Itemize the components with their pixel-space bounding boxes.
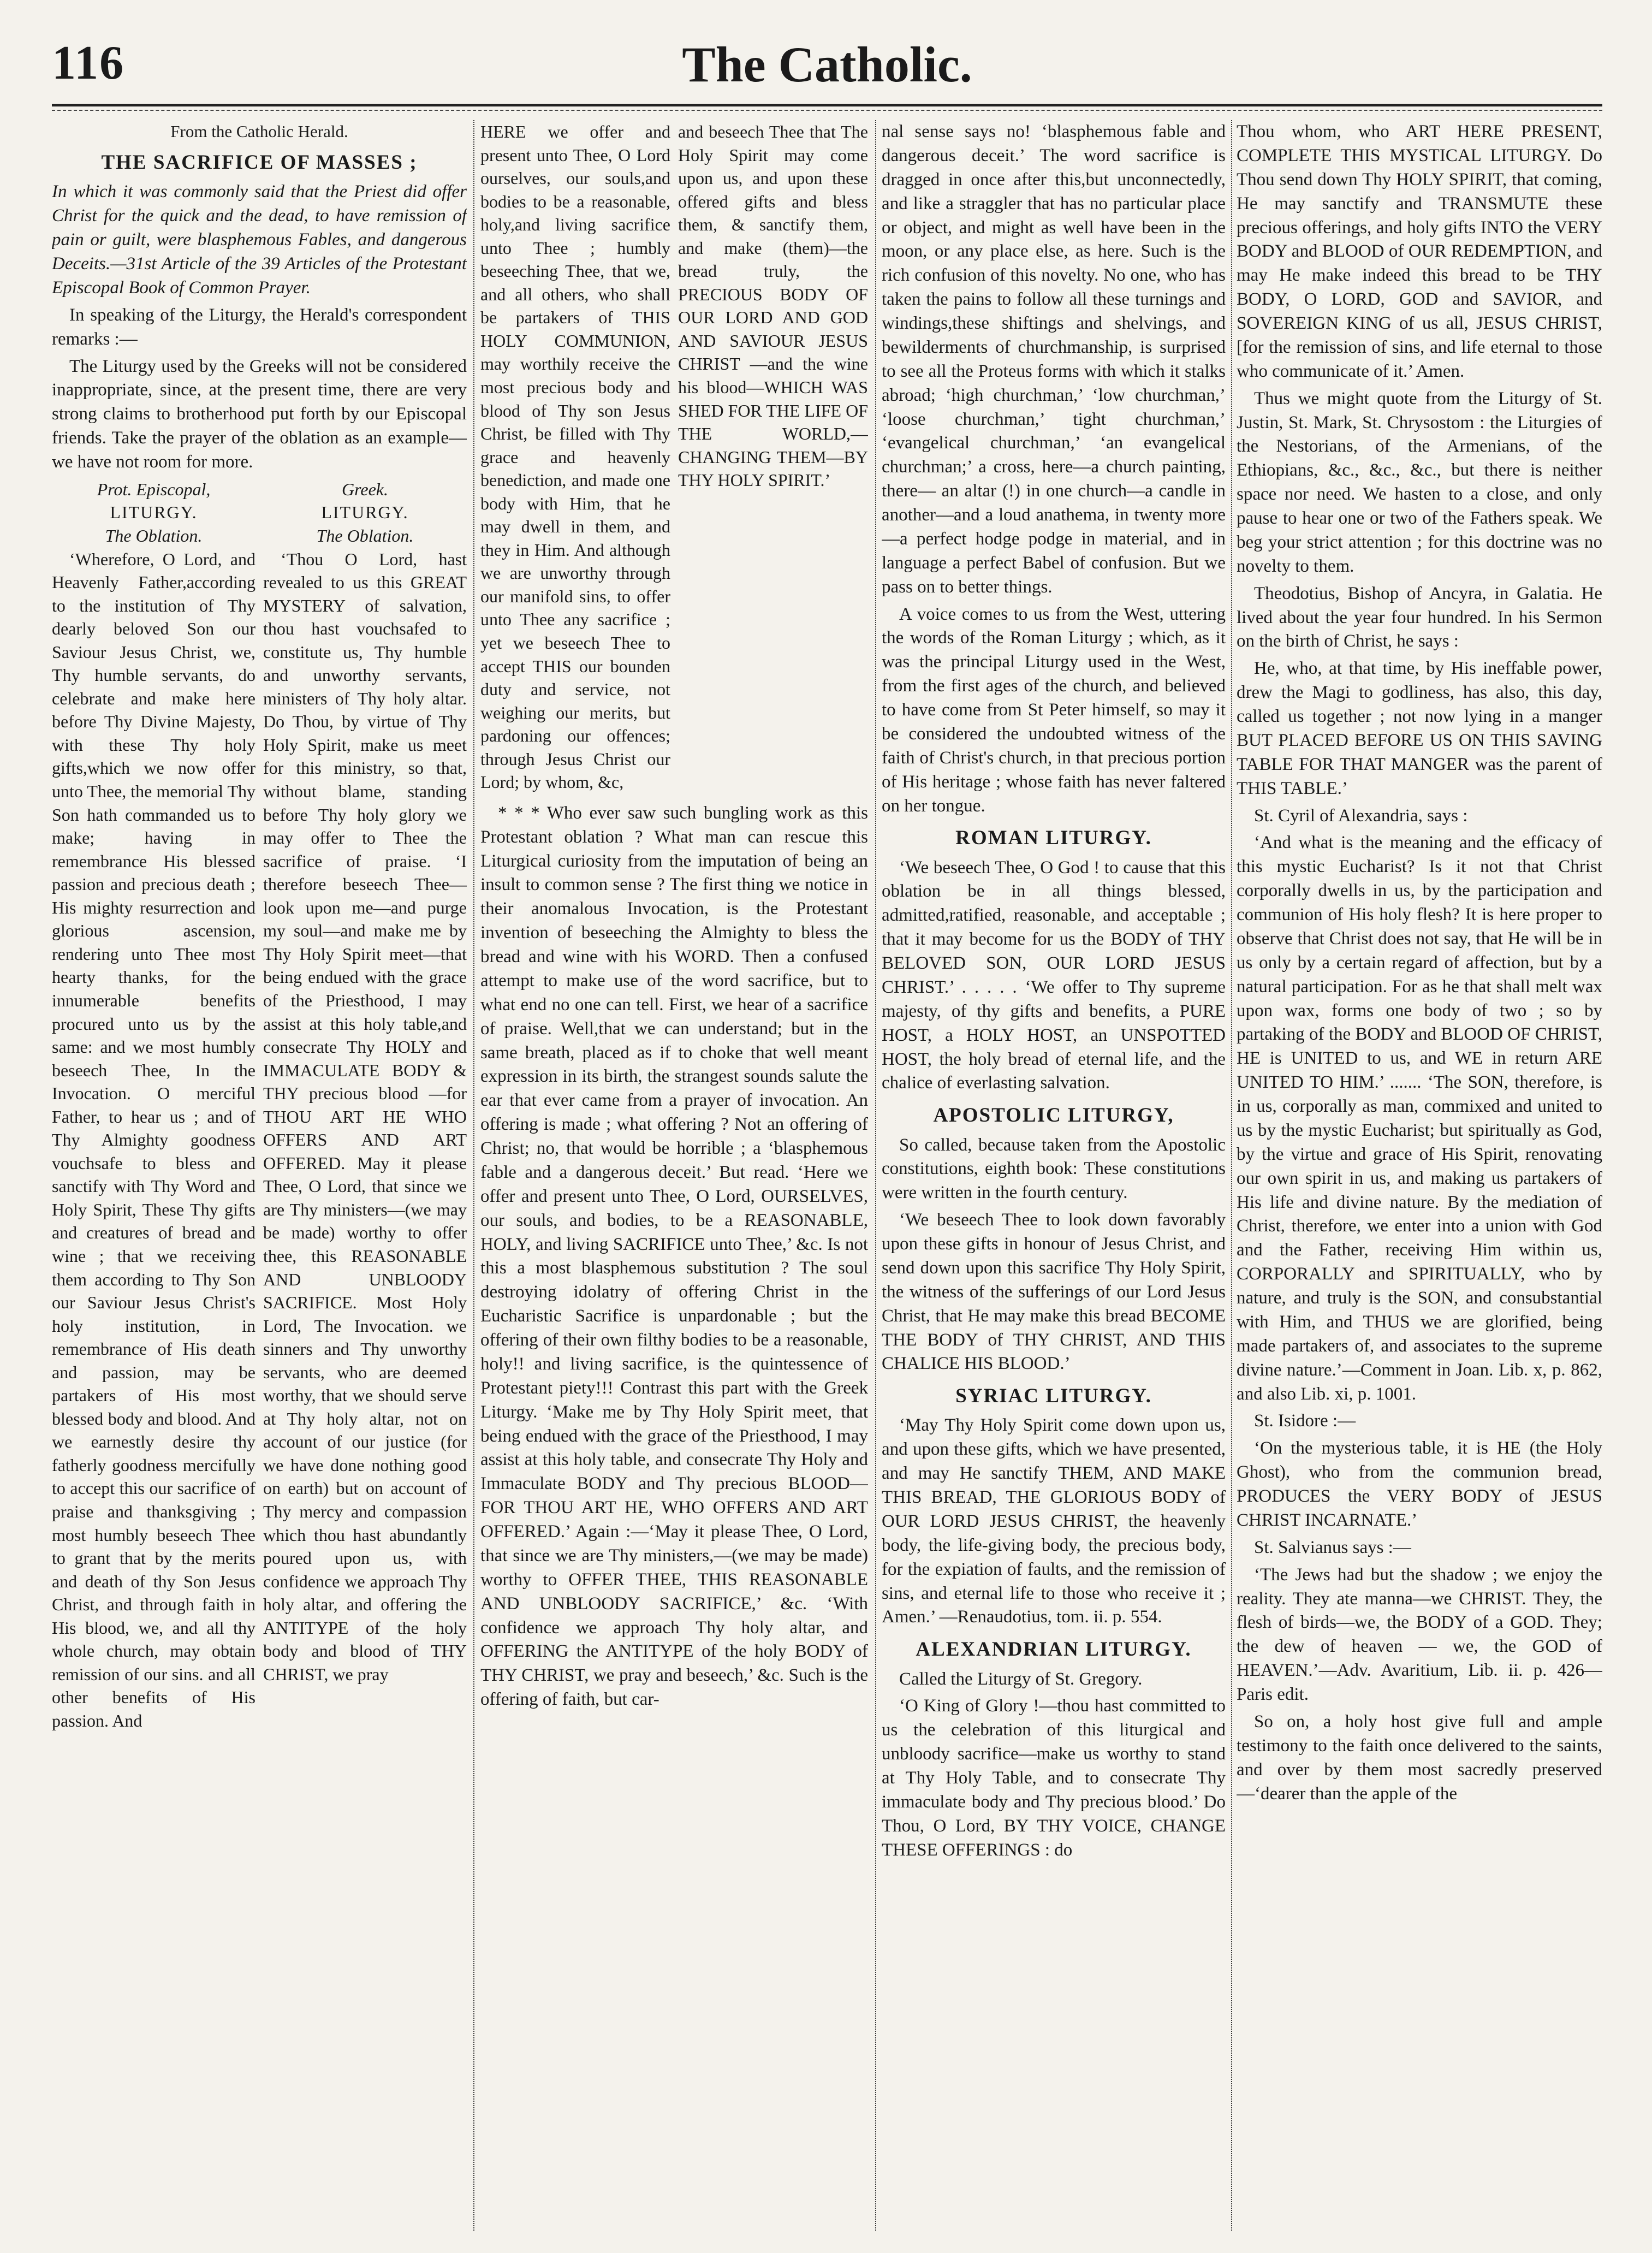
paragraph: St. Isidore :—: [1254, 1411, 1356, 1431]
paragraph: Thus we might quote from the Liturgy of St. Justin, St. Mark, St. Chrysostom : the Liturgies of the Nestorians, of the Armenians, of the Ethiopians, &c., &c., &c., but there is neither space nor need. We hasten to a close, and only pause to hear one or two of the Fathers speak. We beg your strict attention ; for this doctrine was no novelty to them.: [1237, 388, 1602, 576]
paragraph: The Liturgy used by the Greeks will not be considered inappropriate, since, at the present time, there are very strong claims to brotherhood put forth by our Episcopal friends. Take the prayer of the oblation as an example—we have not room for more.: [52, 356, 467, 472]
paragraph: In speaking of the Liturgy, the Herald's correspondent remarks :—: [52, 305, 467, 349]
column-divider: [473, 120, 474, 2231]
header-rule-dashed: [52, 110, 1602, 111]
paragraph: So on, a holy host give full and ample testimony to the faith once delivered to the saints, and over by them most sacredly preserved—‘dearer than the apple of the: [1237, 1711, 1602, 1804]
paragraph: He, who, at that time, by His ineffable power, drew the Magi to godliness, has also, this day, called us together ; not now lying in a manger BUT PLACED BEFORE US ON THIS SAVING TABLE FOR THAT MANGER was the parent of THIS TABLE.’: [1237, 659, 1602, 798]
greek-heading: Greek. LITURGY. The Oblation.: [316, 479, 414, 546]
column-3: [882, 120, 1226, 2231]
page-number: 116: [52, 37, 125, 90]
section-heading-alexandrian: ALEXANDRIAN LITURGY.: [916, 1638, 1192, 1661]
paragraph: ‘We beseech Thee to look down favorably upon these gifts in honour of Jesus Christ, and send down upon this sacrifice Thy Holy Spirit, the witness of the sufferings of our Lord Jesus Christ, that He may make this bread BECOME THE BODY of THY CHRIST, AND THIS CHALICE HIS BLOOD.’: [882, 1210, 1226, 1374]
episcopal-text-continued: HERE we offer and present unto Thee, O Lord ourselves, our souls,and bodies to be a reasonable, holy,and living sacrifice unto Thee ; humbly beseeching Thee, that we, and all others, who shall be partakers of THIS HOLY COMMUNION, may worthily receive the most precious body and blood of Thy son Jesus Christ, be filled with Thy grace and heavenly benediction, and made one body with Him, that he may dwell in them, and they in Him. And although we are unworthy through our manifold sins, to offer unto Thee any sacrifice ; yet we beseech Thee to accept THIS our bounden duty and service, not weighing our merits, but pardoning our offences; through Jesus Christ our Lord; by whom, &c,: [480, 122, 670, 792]
paragraph: A voice comes to us from the West, uttering the words of the Roman Liturgy ; which, as it was the principal Liturgy used in the West, from the first ages of the church, and believed to have come from St Peter himself, so may it be considered the undoubted witness of the faith of Christ's church, in that precious portion of His heritage ; whose faith has never faltered on her tongue.: [882, 604, 1226, 816]
article-heading: THE SACRIFICE OF MASSES ;: [101, 151, 418, 174]
column-2: [480, 120, 868, 2231]
paragraph: Theodotius, Bishop of Ancyra, in Galatia. He lived about the year four hundred. In his Sermon on the birth of Christ, he says :: [1237, 583, 1602, 651]
column-divider: [875, 120, 876, 2231]
page-title: The Catholic.: [682, 37, 972, 92]
paragraph: St. Salvianus says :—: [1254, 1537, 1411, 1557]
greek-text-continued: and beseech Thee that The Holy Spirit may come upon us, and upon these offered gifts and bless them, & sanctify them, and make (them)—the bread truly, the PRECIOUS BODY OF OUR LORD AND GOD AND SAVIOUR JESUS CHRIST —and the wine his blood—WHICH WAS SHED FOR THE LIFE OF THE WORLD,—CHANGING THEM—BY THY HOLY SPIRIT.’: [678, 122, 868, 490]
section-heading-apostolic: APOSTOLIC LITURGY,: [933, 1104, 1174, 1127]
paragraph: ‘On the mysterious table, it is HE (the Holy Ghost), who from the communion bread, PRODUCES the VERY BODY of JESUS CHRIST INCARNATE.’: [1237, 1438, 1602, 1530]
newspaper-page: [52, 30, 1602, 2231]
paragraph: ‘We beseech Thee, O God ! to cause that this oblation be in all things blessed, admitted,ratified, reasonable, and acceptable ; that it may become for us the BODY of THY BELOVED SON, OUR LORD JESUS CHRIST.’ . . . . . ‘We offer to Thy supreme majesty, of thy gifts and benefits, a PURE HOST, a HOLY HOST, an UNSPOTTED HOST, the holy bread of eternal life, and the chalice of everlasting salvation.: [882, 857, 1226, 1093]
header-rule: [52, 104, 1602, 106]
episcopal-heading: Prot. Episcopal, LITURGY. The Oblation.: [97, 479, 211, 546]
liturgy-comparison: [52, 478, 467, 1736]
paragraph: ‘And what is the meaning and the efficacy of this mystic Eucharist? Is it not that Christ corporally dwells in us, by the participation and communion of His holy flesh? It is here proper to observe that Christ does not say, that He will be in us only by a certain regard of affection, but by a natural participation. For as he that shall melt wax upon wax, forms one body of two ; so by partaking of the BODY and BLOOD OF CHRIST, HE is UNITED to us, and WE in return ARE UNITED TO HIM.’ ....... ‘The SON, therefore, is in us, corporally as man, commixed and united to us by the mystic Eucharist; but spiritually as God, by the virtue and grace of His Spirit, renovating our own spirit in us, and making us partakers of His life and divine nature. By the mediation of Christ, therefore, we enter into a union with God and the Father, receiving Him within us, CORPORALLY and SPIRITUALLY, who by nature, and truly is the SON, and consubstantial with Him, and THUS we are glorified, being made partakers of, and associates to the supreme divine nature.’—Comment in Joan. Lib. x, p. 862, and also Lib. xi, p. 1001.: [1237, 833, 1602, 1404]
greek-text: ‘Thou O Lord, hast revealed to us this GREAT MYSTERY of salvation, thou hast vouchsafed to constitute us, Thy humble and unworthy servants, ministers of Thy holy altar. Do Thou, by virtue of Thy Holy Spirit, make us meet for this ministry, so that, without blame, standing before Thy holy glory we may offer to Thee the sacrifice of praise. ‘I therefore beseech Thee—look upon me—and purge my soul—and make me by Thy Holy Spirit meet—that being endued with the grace of the Priesthood, I may assist at this holy table,and consecrate Thy HOLY and IMMACULATE BODY & THY precious blood —for THOU ART HE WHO OFFERS AND ART OFFERED. May it please Thee, O Lord, that since we are Thy ministers—(we may be made) worthy to offer thee, this REASONABLE AND UNBLOODY SACRIFICE. Most Holy Lord, The Invocation. we sinners and Thy unworthy servants, who are deemed worthy, that we should serve at Thy holy altar, not on account of our justice (for we have done nothing good on earth) but on account of Thy mercy and compassion which thou hast abundantly poured upon us, with confidence we approach Thy holy altar, and offering the ANTITYPE of the holy body and blood of THY CHRIST, we pray: [263, 549, 467, 1684]
episcopal-text: ‘Wherefore, O Lord, and Heavenly Father,according to the institution of Thy dearly beloved Son our Saviour Jesus Christ, we, Thy humble servants, do celebrate and make here before Thy Divine Majesty, with these Thy holy gifts,which we now offer unto Thee, the memorial Thy Son hath commanded us to make; having in remembrance His blessed passion and precious death ; His mighty resurrection and glorious ascension, rendering unto Thee most hearty thanks, for the innumerable benefits procured unto us by the same: and we most humbly beseech Thee, In the Invocation. O merciful Father, to hear us ; and of Thy Almighty goodness vouchsafe to bless and sanctify with Thy Word and Holy Spirit, These Thy gifts and creatures of bread and wine ; that we receiving them according to Thy Son our Saviour Jesus Christ's holy institution, in remembrance of His death and passion, may be partakers of His most blessed body and blood. And we earnestly desire thy fatherly goodness mercifully to accept this our sacrifice of praise and thanksgiving ; most humbly beseech Thee to grant that by the merits and death of thy Son Jesus Christ, and through faith in His blood, we, and all thy whole church, may obtain remission of our sins. and all other benefits of His passion. And: [52, 549, 255, 1730]
paragraph: * * * Who ever saw such bungling work as this Protestant oblation ? What man can rescue this Liturgical curiosity from the imputation of being an insult to common sense ? The first thing we notice in their anomalous Invocation, is the Protestant invention of beseeching the Almighty to bless the bread and wine with his WORD. Then a confused attempt to make use of the word sacrifice, but to what end no one can tell. First, we hear of a sacrifice of praise. Well,that we can understand; but in the same breath, placed as if to choke that well meant expression in its birth, the strangest sounds salute the ear that ever came from a prayer of invocation. An offering is made ; what offering ? Not an offering of Christ; no, that would be horrible ; a ‘blasphemous fable and a dangerous deceit.’ But read. ‘Here we offer and present unto Thee, O Lord, OURSELVES, our souls, and bodies, to be a REASONABLE, HOLY, and living SACRIFICE unto Thee,’ &c. Is not this a most blasphemous substitution ? The soul destroying idolatry of offering Christ in the Eucharistic Sacrifice is unpardonable ; but the offering of their own filthy bodies to be a reasonable, holy!! and living sacrifice, is the quintessence of Protestant piety!!! Contrast this part with the Greek Liturgy. ‘Make me by Thy Holy Spirit meet, that being endued with the grace of the Priesthood, I may assist at this holy table, and consecrate Thy Holy and Immaculate BODY and Thy precious BLOOD—FOR THOU ART HE, WHO OFFERS AND ART OFFERED.’ Again :—‘May it please Thee, O Lord, that since we are Thy ministers,—(we may be made) worthy to OFFER THEE, THIS REASONABLE AND UNBLOODY SACRIFICE,’ &c. ‘With confidence we approach Thy holy altar, and OFFERING the ANTITYPE of the holy BODY of THY CHRIST, we pray and beseech,’ &c. Such is the offering of faith, but car-: [480, 803, 868, 1710]
episcopal-liturgy: [52, 478, 255, 1736]
column-4: [1237, 120, 1602, 2231]
column-1: [52, 120, 467, 2231]
section-heading-syriac: SYRIAC LITURGY.: [955, 1385, 1152, 1408]
article-columns: [52, 120, 1602, 2231]
paragraph: Called the Liturgy of St. Gregory.: [899, 1669, 1143, 1689]
paragraph: ‘May Thy Holy Spirit come down upon us, and upon these gifts, which we have presented, and may He sanctify THEM, AND MAKE THIS BREAD, THE GLORIOUS BODY of OUR LORD JESUS CHRIST, the heavenly body, the life-giving body, the precious body, for the expiation of faults, and the remission of sins, and eternal life to those who receive it ; Amen.’ —Renaudotius, tom. ii. p. 554.: [882, 1415, 1226, 1627]
paragraph: St. Cyril of Alexandria, says :: [1254, 805, 1468, 826]
greek-liturgy: [263, 478, 467, 1736]
column-divider: [1231, 120, 1232, 2231]
section-heading-roman: ROMAN LITURGY.: [955, 827, 1152, 850]
paragraph: ‘O King of Glory !—thou hast committed to us the celebration of this liturgical and unbloody sacrifice—make us worthy to stand at Thy Holy Table, and to consecrate Thy immaculate body and Thy precious blood.’ Do Thou, O Lord, BY THY VOICE, CHANGE THESE OFFERINGS : do: [882, 1696, 1226, 1860]
paragraph: Thou whom, who ART HERE PRESENT, COMPLETE THIS MYSTICAL LITURGY. Do Thou send down Thy HOLY SPIRIT, that coming, He may sanctify and TRANSMUTE these precious offerings, and holy gifts INTO the VERY BODY and BLOOD of OUR REDEMPTION, and may He make indeed this bread to be THY BODY, O LORD, GOD and SAVIOR, and SOVEREIGN KING of us all, JESUS CHRIST, [for the remission of sins, and life eternal to those who communicate of it.’ Amen.: [1237, 122, 1602, 381]
source-line: From the Catholic Herald.: [170, 122, 348, 141]
liturgy-comparison-continued: [480, 120, 868, 794]
page-header: [52, 30, 1602, 112]
paragraph: ‘The Jews had but the shadow ; we enjoy the reality. They ate manna—we CHRIST. They, the flesh of birds—we, the BODY of a GOD. They; the dew of heaven — we, the GOD of HEAVEN.’—Adv. Avaritium, Lib. ii. p. 426—Paris edit.: [1237, 1564, 1602, 1704]
paragraph: So called, because taken from the Apostolic constitutions, eighth book: These constitutions were written in the fourth century.: [882, 1135, 1226, 1203]
article-epigraph: In which it was commonly said that the Priest did offer Christ for the quick and the dead, to have remission of pain or guilt, were blasphemous Fables, and dangerous Deceits.—31st Article of the 39 Articles of the Protestant Episcopal Book of Common Prayer.: [52, 182, 467, 298]
paragraph: nal sense says no! ‘blasphemous fable and dangerous deceit.’ The word sacrifice is dragged in once after this,but unconnectedly, and like a straggler that has no particular place or object, and might as well have been in the moon, or any place else, as here. Such is the rich confusion of this novelty. No one, who has taken the pains to follow all these turnings and windings,these shiftings and shelvings, and bewilderments of churchmanship, is surprised to see all the Proteus forms with which it stalks abroad; ‘high churchman,’ ‘low churchman,’ ‘loose churchman,’ tight churchman,’ ‘evangelical churchman,’ ‘an evangelical churchman;’ a cross, here—a church painting, there— an altar (!) in one church—a candle in another—and a loud anathema, in twenty more—a perfect hodge podge in material, and in language a perfect Babel of confusion. But we pass on to better things.: [882, 122, 1226, 597]
